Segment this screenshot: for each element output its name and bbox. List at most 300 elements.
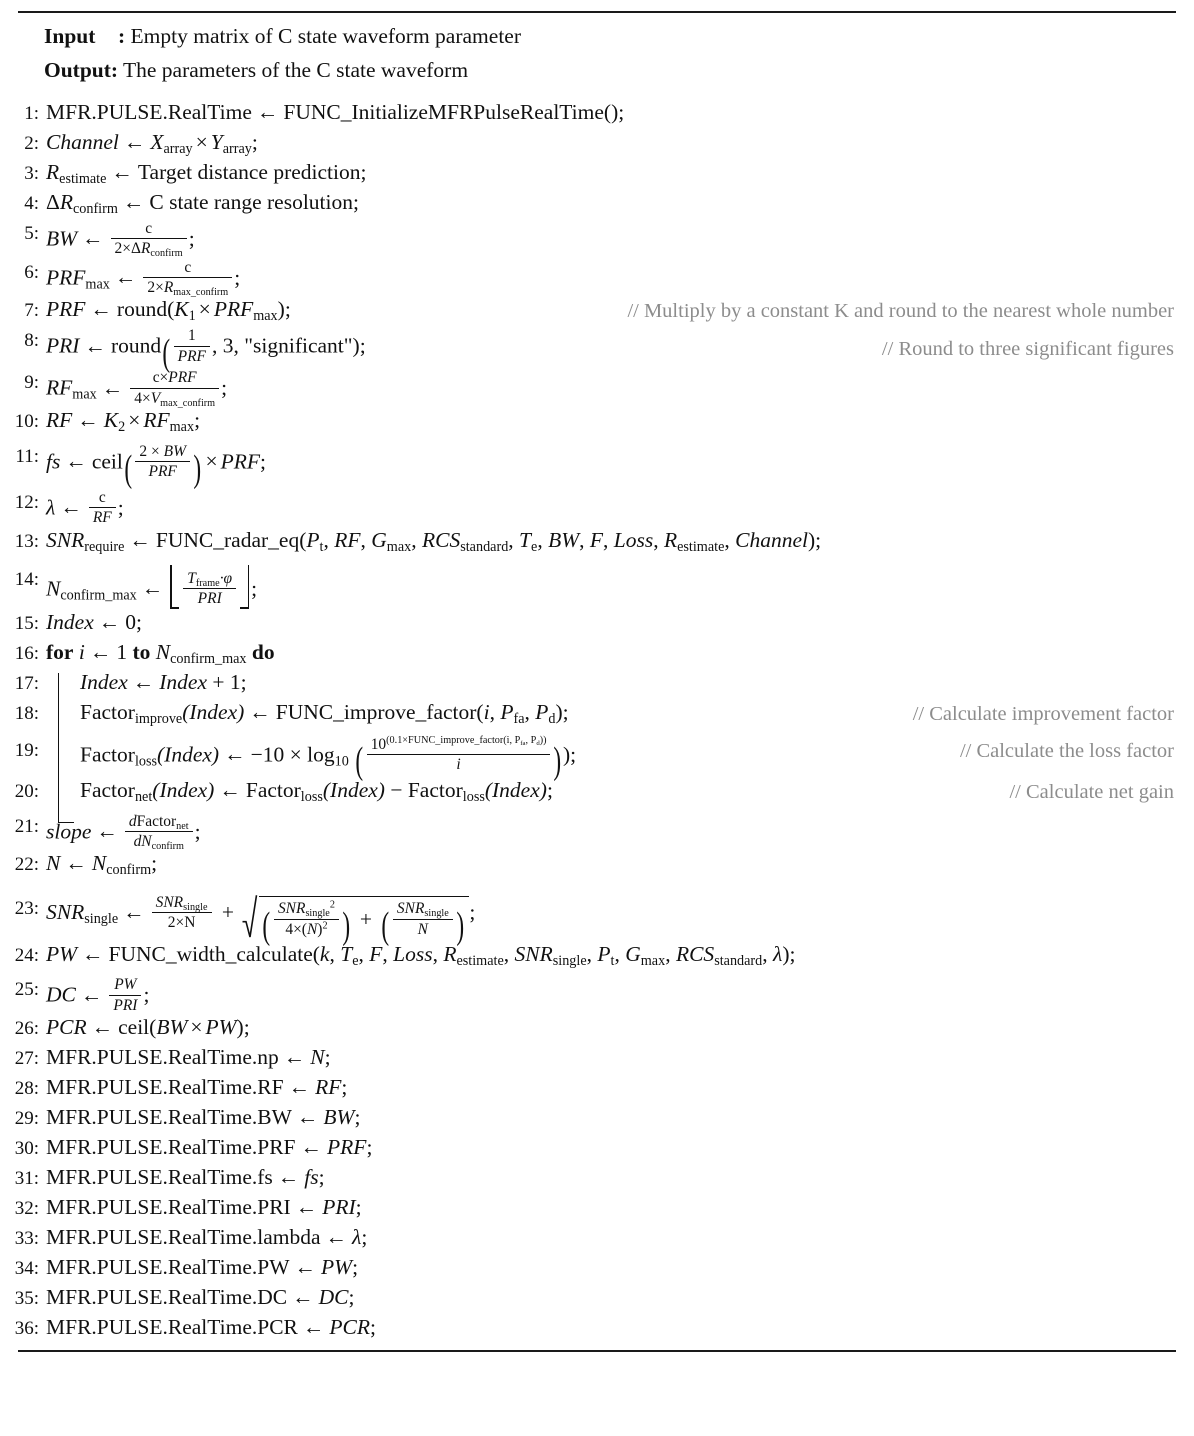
algo-line-23	[0, 880, 1194, 948]
line18-arg: (Index)	[182, 699, 245, 724]
num-prefix: 2 ×	[139, 443, 160, 460]
line-content	[46, 699, 913, 725]
comma: ,	[653, 527, 664, 552]
arg-symbol: T	[519, 527, 532, 552]
arg-symbol: Loss	[393, 942, 433, 967]
denominator	[130, 389, 219, 407]
algo-line-12	[0, 484, 1194, 527]
line24-fn: FUNC_width_calculate(	[108, 942, 320, 967]
line-content	[46, 189, 1176, 215]
line-number: 23:	[14, 898, 39, 920]
line-number: 2:	[24, 133, 39, 154]
line18-a2-sub: fa	[513, 710, 525, 727]
line18-comment: // Calculate improvement factor	[912, 702, 1174, 725]
line20-lhs: Factor	[80, 777, 135, 802]
arg-symbol: Loss	[613, 527, 654, 552]
numerator	[183, 570, 236, 589]
assignment-target: MFR.PULSE.RealTime.BW	[46, 1105, 292, 1130]
line22-lhs: N	[46, 851, 61, 876]
algo-line-18	[0, 699, 1194, 729]
line22-rhs: N	[91, 851, 107, 876]
line19-lhs-sub: loss	[134, 752, 158, 769]
line11-end: ;	[260, 449, 267, 474]
line-number: 3:	[24, 163, 39, 184]
line20-lhs-sub: net	[134, 788, 153, 805]
bottom-rule	[18, 1350, 1176, 1352]
den-prefix: 4×	[134, 389, 151, 407]
numerator: c	[111, 220, 187, 239]
times-op: ×	[128, 408, 141, 432]
line-content	[46, 1044, 1176, 1070]
line9-lhs: RF	[46, 375, 73, 400]
line-number: 31:	[14, 1168, 39, 1190]
assign-arrow: ←	[325, 1225, 348, 1250]
algo-line-17	[0, 669, 1194, 699]
line7-lhs: PRF	[46, 297, 86, 322]
comma: ,	[358, 942, 370, 967]
assign-arrow: ←	[77, 408, 99, 432]
numerator	[274, 900, 339, 919]
line24-lhs: PW	[46, 942, 78, 967]
line26-fn: ceil(	[118, 1015, 157, 1040]
algo-line-21	[0, 807, 1194, 851]
algo-line-24	[0, 941, 1194, 971]
line-number: 22:	[14, 854, 39, 876]
assign-arrow: ←	[89, 639, 112, 664]
denominator: 2×N	[167, 914, 196, 932]
arg-symbol: R	[663, 527, 678, 552]
line-number: 11:	[15, 446, 39, 467]
line19-comment: // Calculate the loss factor	[959, 739, 1174, 762]
comma: ,	[503, 942, 515, 967]
den-sub: confirm	[150, 248, 183, 260]
den-symbol: R	[140, 240, 151, 258]
line10-lhs: RF	[46, 408, 73, 432]
line19-fraction	[367, 736, 551, 774]
arg-subscript: t	[610, 953, 615, 970]
input-line	[44, 19, 1194, 53]
num-d: d	[128, 812, 137, 830]
assign-arrow: ←	[80, 982, 103, 1007]
algo-line-3	[0, 159, 1194, 189]
loop-end-sym: N	[155, 639, 171, 664]
comma: ,	[329, 942, 341, 967]
statement-end: ;	[354, 1105, 361, 1130]
exp-tail: ))	[539, 735, 547, 747]
assign-arrow: ←	[98, 609, 121, 634]
assign-arrow: ←	[288, 1075, 311, 1100]
loop-start: 1	[116, 639, 128, 664]
line6-lhs-sub: max	[85, 275, 110, 292]
line12-fraction	[89, 489, 116, 527]
algo-line-14	[0, 557, 1194, 609]
assignment-target: MFR.PULSE.RealTime.np	[46, 1045, 279, 1070]
paren-open: (	[162, 332, 171, 374]
line20-r2-sub: loss	[462, 788, 485, 805]
assignment-value: RF	[315, 1075, 342, 1100]
line-number: 5:	[24, 223, 39, 244]
line24-args	[319, 942, 783, 970]
arg-symbol: SNR	[514, 942, 553, 967]
line-content	[46, 484, 1176, 527]
line-number: 33:	[14, 1228, 39, 1250]
line14-fraction	[183, 570, 236, 608]
line13-lhs-sub: require	[84, 538, 125, 555]
exp-sub2: d	[536, 740, 540, 748]
line14-lhs-sub: confirm_max	[60, 587, 137, 604]
num-base: 10	[370, 735, 387, 753]
line5-lhs: BW	[46, 226, 78, 251]
line21-end: ;	[194, 819, 201, 843]
denominator	[274, 920, 339, 938]
line2-y: Y	[210, 130, 223, 154]
den-symbol: N	[141, 833, 152, 851]
arg-subscript: max	[386, 538, 412, 555]
line-content	[46, 880, 1176, 948]
algo-line-31	[0, 1164, 1194, 1194]
line2-y-sub: array	[222, 140, 252, 157]
line3-lhs-sub: estimate	[59, 170, 107, 187]
den-prefix: 2×	[147, 278, 164, 296]
assign-arrow: ←	[91, 1015, 114, 1040]
assign-arrow: ←	[300, 1135, 323, 1160]
statement-end: ;	[341, 1075, 348, 1100]
line-content	[46, 971, 1176, 1014]
line19-coef: −10 ×	[250, 741, 302, 766]
algo-line-29	[0, 1104, 1194, 1134]
numerator	[367, 736, 551, 755]
line13-lhs: SNR	[46, 527, 85, 552]
line18-a2: P	[500, 699, 514, 724]
line7-k: K	[174, 297, 189, 322]
plus-op-1: +	[221, 900, 235, 925]
line-number: 16:	[14, 642, 39, 664]
radicand	[259, 896, 469, 948]
arg-symbol: P	[597, 942, 611, 967]
line4-lhs: R	[59, 190, 73, 214]
arg-symbol: P	[306, 527, 320, 552]
assignment-value: BW	[323, 1105, 355, 1130]
paren-open: (	[262, 905, 271, 948]
line18-a3-sub: d	[548, 710, 556, 727]
line-content	[46, 1014, 1176, 1040]
line-number: 34:	[14, 1258, 39, 1280]
denominator	[111, 239, 187, 260]
comma: ,	[614, 942, 626, 967]
line11-lhs: fs	[46, 449, 61, 474]
den-prefix: 4×(	[285, 920, 307, 938]
line23-lhs-sub: single	[84, 911, 119, 928]
assign-arrow: ←	[292, 1285, 314, 1310]
line-content	[46, 1104, 1176, 1130]
denominator: i	[456, 756, 461, 774]
line-number: 19:	[14, 739, 39, 761]
denominator: PRI	[113, 996, 138, 1014]
assignment-value: N	[310, 1045, 325, 1070]
log-fn: log	[307, 741, 335, 766]
line-number: 29:	[14, 1108, 39, 1130]
statement-end: ;	[370, 1315, 376, 1340]
input-label: Input	[44, 24, 96, 48]
line-content	[46, 368, 1176, 407]
line25-fraction	[109, 976, 141, 1014]
comma: ,	[524, 699, 536, 724]
comma: ,	[665, 942, 676, 967]
input-text: Empty matrix of C state waveform parameter	[130, 24, 521, 48]
line1-lhs: MFR.PULSE.RealTime	[46, 100, 252, 124]
line15-rhs: 0;	[125, 609, 142, 634]
exp-mid: , P	[525, 735, 537, 747]
arg-symbol: RF	[334, 527, 361, 552]
line22-rhs-sub: confirm	[106, 862, 152, 879]
line13-end: );	[808, 527, 822, 552]
statement-end: ;	[318, 1165, 325, 1190]
line-content	[46, 1194, 1176, 1220]
radical-sign	[242, 894, 258, 939]
line-content	[46, 129, 1176, 155]
arg-symbol: F	[589, 527, 604, 552]
plus-op-2: +	[359, 906, 372, 931]
den-sub: confirm	[151, 840, 184, 852]
line-content	[46, 219, 1176, 258]
input-colon: :	[118, 24, 126, 48]
den-symbol: V	[150, 389, 161, 407]
line11-tail: PRF	[220, 449, 261, 474]
algo-line-35	[0, 1284, 1194, 1314]
line-content	[46, 99, 1176, 125]
denominator	[125, 832, 193, 850]
numerator	[125, 813, 193, 832]
line-content	[46, 437, 1176, 490]
arg-symbol: R	[443, 942, 457, 967]
line7-k-sub: 1	[188, 308, 196, 325]
line-content	[46, 729, 960, 783]
line8-fn: round	[110, 333, 162, 358]
algo-line-10	[0, 407, 1194, 437]
assign-arrow: ←	[122, 190, 145, 214]
line2-x: X	[150, 130, 164, 154]
line-number: 20:	[14, 780, 39, 802]
numerator	[130, 369, 219, 388]
line-content	[46, 850, 1176, 879]
algo-line-32	[0, 1194, 1194, 1224]
floor-left-bracket	[170, 565, 179, 609]
line21-fraction	[125, 813, 193, 851]
den-symbol: R	[163, 278, 174, 296]
assignment-target: MFR.PULSE.RealTime.fs	[46, 1165, 273, 1190]
numerator: PW	[109, 976, 141, 995]
line23-term2	[274, 900, 339, 938]
algorithm-lines	[0, 91, 1194, 1344]
algo-line-13	[0, 527, 1194, 557]
assign-arrow: ←	[96, 819, 118, 843]
assign-arrow: ←	[123, 130, 146, 154]
algorithm-block	[0, 11, 1194, 1436]
assignment-value: PCR	[329, 1315, 371, 1340]
line-number: 36:	[14, 1318, 39, 1340]
algo-line-11	[0, 437, 1194, 490]
assignment-value: PRI	[322, 1195, 356, 1220]
line-content	[46, 807, 1176, 851]
times-op: ×	[195, 130, 208, 154]
numerator	[393, 900, 453, 919]
statement-end: ;	[355, 1195, 362, 1220]
line25-end: ;	[143, 982, 150, 1007]
num-sub: single	[424, 908, 449, 920]
line18-a1: i	[483, 699, 490, 724]
line-content	[46, 1134, 1176, 1160]
io-header	[0, 13, 1194, 91]
assign-arrow: ←	[132, 669, 155, 694]
arg-subscript: standard	[460, 538, 509, 555]
algo-line-20	[0, 777, 1194, 807]
comma: ,	[508, 527, 520, 552]
comma: ,	[360, 527, 372, 552]
line13-fn: FUNC_radar_eq(	[155, 527, 307, 552]
line-content	[46, 557, 1176, 609]
algo-line-16	[0, 639, 1194, 669]
line3-lhs: R	[46, 160, 60, 184]
comma: ,	[537, 527, 549, 552]
algo-line-30	[0, 1134, 1194, 1164]
line-content	[46, 609, 1176, 635]
assign-arrow: ←	[294, 1255, 317, 1280]
line2-x-sub: array	[163, 140, 193, 157]
assign-arrow: ←	[90, 297, 112, 322]
line-number: 8:	[24, 330, 39, 352]
line8-comment: // Round to three significant figures	[881, 338, 1174, 361]
line6-fraction	[143, 259, 232, 297]
line15-lhs: Index	[46, 609, 94, 634]
line-content	[46, 1074, 1176, 1100]
for-keyword: for	[46, 639, 74, 664]
algo-line-1	[0, 99, 1194, 129]
paren-close: )	[193, 447, 202, 490]
paren-open: (	[124, 447, 133, 490]
line10-rhs: RF	[143, 408, 170, 432]
den-close: )	[317, 920, 323, 938]
arg-symbol: k	[319, 942, 330, 967]
line6-lhs: PRF	[46, 264, 86, 289]
line-number: 26:	[14, 1018, 39, 1040]
den-sup: 2	[322, 920, 328, 932]
minus-op: −	[390, 777, 403, 802]
line-content	[46, 1254, 1176, 1280]
algo-line-5	[0, 219, 1194, 258]
floor-right-bracket	[240, 565, 249, 609]
line13-args	[306, 527, 808, 555]
arg-subscript: estimate	[456, 953, 504, 970]
assign-arrow: ←	[65, 851, 87, 876]
algo-line-25	[0, 971, 1194, 1014]
line-number: 1:	[24, 103, 39, 124]
assign-arrow: ←	[65, 449, 87, 474]
line20-r1: Factor	[245, 777, 301, 802]
comma: ,	[432, 942, 444, 967]
assignment-target: MFR.PULSE.RealTime.DC	[46, 1285, 288, 1310]
assign-arrow: ←	[101, 375, 124, 400]
arg-symbol: F	[369, 942, 383, 967]
assignment-target: MFR.PULSE.RealTime.lambda	[46, 1225, 321, 1250]
arg-symbol: G	[371, 527, 387, 552]
algo-line-36	[0, 1314, 1194, 1344]
assignment-target: MFR.PULSE.RealTime.PCR	[46, 1315, 298, 1340]
line-number: 28:	[14, 1078, 39, 1100]
line-content	[46, 1164, 1176, 1190]
loop-end-sub: confirm_max	[170, 650, 247, 667]
denominator: PRF	[148, 463, 177, 481]
line24-end: );	[782, 942, 796, 967]
assignment-value: λ	[352, 1225, 362, 1250]
line4-lhs-sub: confirm	[72, 200, 118, 217]
assign-arrow: ←	[224, 741, 246, 766]
numerator: 1	[174, 327, 210, 346]
arg-symbol: λ	[773, 942, 783, 967]
arg-symbol: Channel	[735, 527, 808, 552]
line18-end: );	[555, 699, 569, 724]
algo-line-9	[0, 368, 1194, 407]
times-op: ×	[198, 297, 211, 322]
exp-head: (0.1×FUNC_improve_factor(i, P	[386, 735, 521, 747]
num-sub: single	[305, 908, 330, 920]
do-keyword: do	[251, 639, 275, 664]
denominator	[143, 278, 232, 296]
line5-fraction	[111, 220, 187, 258]
line19-end: );	[563, 741, 577, 766]
line-number: 4:	[24, 193, 39, 214]
line-number: 25:	[14, 979, 39, 1001]
assign-arrow: ←	[82, 226, 104, 251]
denominator: PRI	[197, 590, 222, 608]
line17-lhs: Index	[80, 669, 128, 694]
num-symbol: Factor	[136, 812, 177, 830]
arg-subscript: estimate	[677, 538, 725, 555]
line6-end: ;	[234, 264, 241, 289]
line23-term1	[152, 894, 212, 932]
line18-lhs-sub: improve	[134, 710, 183, 727]
line7-end: );	[277, 297, 291, 322]
statement-end: ;	[361, 1225, 368, 1250]
assign-arrow: ←	[82, 942, 104, 967]
output-line	[44, 53, 1194, 87]
line2-lhs: Channel	[46, 130, 119, 154]
arg-symbol: G	[625, 942, 641, 967]
line20-r1-sub: loss	[300, 788, 323, 805]
line9-end: ;	[221, 375, 228, 400]
arg-symbol: BW	[548, 527, 580, 552]
line10-k: K	[103, 408, 119, 432]
line-number: 12:	[14, 492, 39, 514]
num-symbol: BW	[163, 443, 186, 460]
arg-subscript: max	[640, 953, 666, 970]
den-d: d	[133, 833, 142, 851]
line-number: 13:	[14, 530, 39, 552]
line-content	[46, 1284, 1176, 1310]
algo-line-7	[0, 296, 1194, 326]
line10-rhs-sub: max	[169, 418, 195, 435]
arg-symbol: RCS	[675, 942, 715, 967]
line-number: 15:	[14, 612, 39, 634]
line1-rhs: FUNC_InitializeMFRPulseRealTime();	[283, 100, 625, 124]
assign-arrow: ←	[296, 1105, 319, 1130]
comma: ,	[586, 942, 598, 967]
line20-r2: Factor	[407, 777, 463, 802]
comma: ,	[489, 699, 501, 724]
assignment-value: PW	[321, 1255, 353, 1280]
comma: ,	[382, 942, 394, 967]
den-sub: max_confirm	[160, 397, 216, 409]
assignment-value: DC	[318, 1285, 349, 1310]
